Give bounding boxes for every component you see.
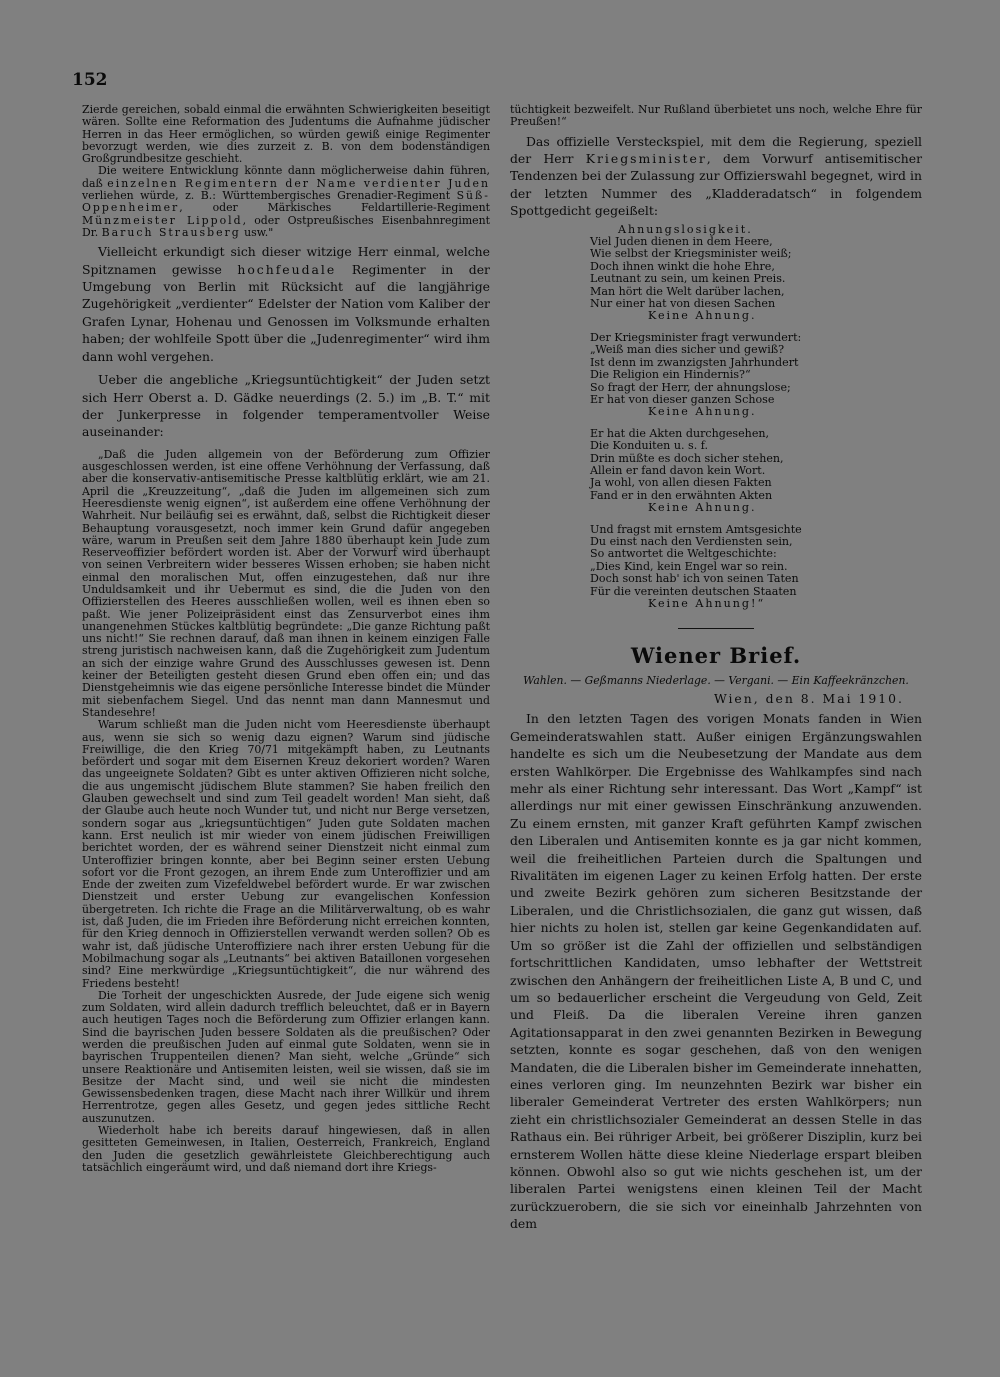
paragraph: Ueber die angebliche „Kriegsuntüchtigkeit“ der Juden setzt sich Herr Oberst a. D. Gädke neuerdings (2. 5.) im „B. T.“ mit der Junkerpresse in folgender temperamentvoller Weise auseinander:	[82, 372, 490, 440]
poem-refrain: Keine Ahnung.	[648, 501, 757, 515]
quote-paragraph: tüchtigkeit bezweifelt. Nur Rußland überbietet uns noch, welche Ehre für Preußen!“	[510, 103, 922, 129]
paragraph: In den letzten Tagen des vorigen Monats fanden in Wien Gemeinderatswahlen statt. Außer einigen Ergänzungswahlen handelte es sich um die Neubesetzung der Mandate aus dem ersten Wahlkörper. Die Ergebnisse des Wahlkampfes sind nach mehr als einer Richtung sehr interessant. Das Wort „Kampf“ ist allerdings nur mit einer gewissen Einschränkung anzuwenden. Zu einem ernsten, mit ganzer Kraft geführten Kampf zwischen den Liberalen und Antisemiten konnte es ja gar nicht kommen, weil die freiheitlichen Parteien durch die Spaltungen und Rivalitäten im eigenen Lager zu keinen Erfolg hatten. Der erste und zweite Bezirk gehören zum sicheren Besitzstande der Liberalen, und die Christlichsozialen, die ganz gut wissen, daß hier nichts zu holen ist, stellen gar keine Gegenkandidaten auf. Um so größer ist die Zahl der offiziellen und selbständigen fortschrittlichen Kandidaten, umso lebhafter der Wettstreit zwischen den Anhängern der freiheitlichen Liste A, B und C, und um so bedauerlicher erscheint die Vergeudung von Geld, Zeit und Fleiß. Da die liberalen Vereine ihren ganzen Agitationsapparat in den zwei genannten Bezirken in Bewegung setzten, konnte es sogar geschehen, daß von den wenigen Mandaten, die die Liberalen bisher im Gemeinderate innehatten, eines verloren ging. Im neunzehnten Bezirk war bisher ein liberaler Gemeinderat Vertreter des ersten Wahlkörpers; nun zieht ein christlichsozialer Gemeinderat an dessen Stelle in das Rathaus ein. Bei rühriger Arbeit, bei größerer Disziplin, kurz bei ernsterem Wollen hätte diese kleine Niederlage erspart bleiben können. Obwohl also so gut wie nichts geschehen ist, um der liberalen Partei wenigstens einen kleinen Teil der Macht zurückzuerobern, die sie sich vor eineinhalb Jahrzehnten von dem	[510, 711, 922, 1232]
poem-line: Viel Juden dienen in dem Heere,	[590, 235, 773, 249]
paragraph: Zierde gereichen, sobald einmal die erwähnten Schwierigkeiten beseitigt wären. Sollte eine Reformation des Judentums die Aufnahme jüdischer Herren in das Heer ermöglichen, so würden gewiß einige Regimenter bevorzugt werden, wie dies zurzeit z. B. von dem bodenständigen Großgrundbesitze geschieht.	[82, 103, 490, 166]
poem-line: Wie selbst der Kriegsminister weiß;	[590, 247, 792, 261]
poem-line: Er hat von dieser ganzen Schose	[590, 392, 775, 406]
article-subheading: Wahlen. — Geßmanns Niederlage. — Vergani. — Ein Kaffeekränzchen.	[523, 674, 909, 688]
quote-paragraph: Die Torheit der ungeschickten Ausrede, der Jude eigene sich wenig zum Soldaten, wird allein dadurch trefflich beleuchtet, daß er in Bayern auch heutigen Tages noch die Beförderung zum Offizier erlangen kann. Sind die bayrischen Juden bessere Soldaten als die preußischen? Oder werden die preußischen Juden auf einmal gute Soldaten, wenn sie in bayrischen Truppenteilen dienen? Man sieht, welche „Gründe“ sich unsere Reaktionäre und Antisemiten leisten, weil sie wissen, daß sie im Besitze der Macht sind, und weil sie nicht die mindesten Gewissensbedenken tragen, diese Macht nach ihrer Willkür und ihrem Herrentrotze, gegen alles Gesetz, und gegen jedes sittliche Recht auszunutzen.	[82, 988, 490, 1125]
spaced-emphasis: Kriegsminister	[585, 151, 707, 166]
spaced-emphasis: Baruch Strausberg	[101, 225, 241, 239]
poem-line: Leutnant zu sein, um keinen Preis.	[590, 272, 786, 286]
spaced-emphasis: Münzmeister Lippold	[82, 213, 243, 227]
poem-line: Nur einer hat von diesen Sachen	[590, 297, 776, 311]
article-heading: Wiener Brief.	[630, 643, 802, 669]
poem-line: Die Konduiten u. s. f.	[590, 439, 709, 453]
poem-line: Ja wohl, von allen diesen Fakten	[590, 476, 772, 490]
poem-line: Du einst nach den Verdiensten sein,	[590, 534, 793, 548]
poem-refrain: Keine Ahnung!“	[648, 597, 766, 610]
spaced-emphasis: einzelnen Regimentern der Name verdienter Juden	[107, 176, 490, 190]
section-divider	[678, 628, 754, 629]
right-column	[510, 104, 922, 1233]
poem-line: Der Kriegsminister fragt verwundert:	[590, 330, 802, 344]
poem-stanza	[590, 524, 922, 611]
paragraph: Vielleicht erkundigt sich dieser witzige Herr einmal, welche Spitznamen gewisse hochfeudale Regimenter in der Umgebung von Berlin mit Rücksicht auf die langjährige Zugehörigkeit „verdienter“ Edelster der Nation vom Kaliber der Grafen Lynar, Hohenau und Genossen im Volksmunde erhalten haben; der wohlfeile Spott über die „Judenregimenter“ wird ihm dann wohl vergehen.	[82, 244, 490, 364]
poem-line: Allein er fand davon kein Wort.	[590, 463, 766, 477]
poem-refrain: Keine Ahnung.	[648, 309, 757, 323]
poem-line: Und fragst mit ernstem Amtsgesichte	[590, 522, 802, 536]
poem-line: Er hat die Akten durchgesehen,	[590, 426, 770, 440]
quote-paragraph: Warum schließt man die Juden nicht vom Heeresdienste überhaupt aus, wenn sie sich so wenig dazu eignen? Warum sind jüdische Freiwillige, die den Krieg 70/71 mitgekämpft haben, zu Leutnants befördert und sogar mit dem Eisernen Kreuz dekoriert worden? Waren das ungeeignete Soldaten? Gibt es unter aktiven Offizieren nicht solche, die aus ungemischt jüdischem Blute stammen? Sie haben freilich den Glauben gewechselt und sind zum Teil geadelt worden! Man sieht, daß der Glaube auch heute noch Wunder tut, und nicht nur Berge versetzen, sondern sogar aus „kriegsuntüchtigen“ Juden gute Soldaten machen kann. Erst neulich ist mir wieder von einem jüdischen Freiwilligen berichtet worden, der es während seiner Dienstzeit nicht einmal zum Unteroffizier bringen konnte, aber bei Beginn seiner ersten Uebung sofort vor die Front gezogen, an ihrem Ende zum Unteroffizier und am Ende der zweiten zum Vizefeldwebel befördert wurde. Er war zwischen Dienstzeit und erster Uebung zur evangelischen Konfession übergetreten. Ich richte die Frage an die Militärverwaltung, ob es wahr ist, daß Juden, die im Frieden ihre Beförderung nicht erreichen konnten, für den Krieg dennoch in Offizierstellen verwandt werden sollen? Ob es wahr ist, daß jüdische Unteroffiziere nach ihrer ersten Uebung für die Mobilmachung sogar als „Leutnants“ bei aktiven Bataillonen vorgesehen sind? Eine merkwürdige „Kriegsuntüchtigkeit“, die nur während des Friedens besteht!	[82, 718, 490, 990]
dateline: Wien, den 8. Mai 1910.	[713, 691, 904, 707]
poem-stanza	[590, 428, 922, 515]
poem-line: Doch sonst hab' ich von seinen Taten	[590, 572, 799, 586]
poem-refrain: Keine Ahnung.	[648, 405, 757, 419]
poem-stanza	[590, 224, 922, 323]
poem-line: Fand er in den erwähnten Akten	[590, 488, 773, 502]
left-column	[82, 104, 490, 1174]
paragraph: Das offizielle Versteckspiel, mit dem die Regierung, speziell der Herr Kriegsminister, dem Vorwurf antisemitischer Tendenzen bei der Zulassung zur Offizierswahl begegnet, wird in der letzten Nummer des „Kladderadatsch“ in folgendem Spottgedicht gegeißelt:	[510, 133, 922, 219]
poem-line: Ist denn im zwanzigsten Jahrhundert	[590, 355, 799, 369]
poem-title: Ahnungslosigkeit.	[618, 222, 753, 236]
poem	[590, 224, 922, 611]
poem-line: Doch ihnen winkt die hohe Ehre,	[590, 259, 775, 273]
quote-paragraph: „Daß die Juden allgemein von der Beförderung zum Offizier ausgeschlossen werden, ist eine offene Verhöhnung der Verfassung, daß aber die konservativ-antisemitische Presse kaltblütig erklärt, wie am 21. April die „Kreuzzeitung“, „daß die Juden im allgemeinen sich zum Heeresdienste wenig eignen“, ist außerdem eine offene Verhöhnung der Wahrheit. Nur beiläufig sei es erwähnt, daß, selbst die Richtigkeit dieser Behauptung vorausgesetzt, noch immer kein Grund dafür angegeben wäre, warum in Preußen seit dem Jahre 1880 überhaupt kein Jude zum Reserveoffizier befördert worden ist. Aber der Vorwurf wird überhaupt von seinen Verbreitern wider besseres Wissen erhoben; sie haben nicht einmal den moralischen Mut, offen einzugestehen, daß nur ihre Unduldsamkeit und ihr Uebermut es sind, die die Juden von den Offizierstellen des Heeres ausschließen wollen, weil es ihnen eben so paßt. Wie jener Polizeipräsident einst das Zensurverbot eines ihm unangenehmen Stückes kaltblütig begründete: „Die ganze Richtung paßt uns nicht!“ Sie rechnen darauf, daß man ihnen in keinem einzigen Falle streng juristisch nachweisen kann, daß die Zugehörigkeit zum Judentum an sich der einzige wahre Grund des Ausschlusses gewesen ist. Denn keiner der Beteiligten gesteht diesen Grund eben offen ein; und das Dienstgeheimnis wie das eigene persönliche Interesse bindet die Münder mit siebenfachem Siegel. Und das nennt man dann Mannesmut und Standesehre!	[82, 447, 490, 719]
poem-line: So fragt der Herr, der ahnungslose;	[590, 380, 791, 394]
paragraph: Die weitere Entwicklung könnte dann möglicherweise dahin führen, daß einzelnen Regimentern der Name verdienter Juden verliehen würde, z. B.: Württembergisches Grenadier-Regiment Süß-Oppenheimer, oder Märkisches Feldartillerie-Regiment Münzmeister Lippold, oder Ostpreußisches Eisenbahnregiment Dr. Baruch Strausberg usw."	[82, 164, 491, 239]
poem-line: So antwortet die Weltgeschichte:	[590, 547, 777, 561]
spaced-emphasis: hochfeudale	[237, 261, 337, 277]
poem-line: Für die vereinten deutschen Staaten	[590, 584, 797, 598]
poem-line: Man hört die Welt darüber lachen,	[590, 284, 785, 298]
spaced-emphasis: Süß-Oppenheimer	[82, 189, 490, 215]
poem-line: „Weiß man dies sicher und gewiß?	[590, 343, 785, 357]
poem-line: „Dies Kind, kein Engel war so rein.	[590, 559, 788, 573]
poem-line: Drin müßte es doch sicher stehen,	[590, 451, 784, 465]
page-number: 152	[72, 70, 108, 90]
poem-line: Die Religion ein Hindernis?“	[590, 368, 751, 382]
poem-stanza	[590, 332, 922, 419]
quote-paragraph: Wiederholt habe ich bereits darauf hingewiesen, daß in allen gesitteten Gemeinwesen, in Italien, Oesterreich, Frankreich, England den Juden die gesetzlich gewährleistete Gleichberechtigung auch tatsächlich eingeräumt wird, und daß niemand dort ihre Kriegs-	[82, 1124, 490, 1174]
